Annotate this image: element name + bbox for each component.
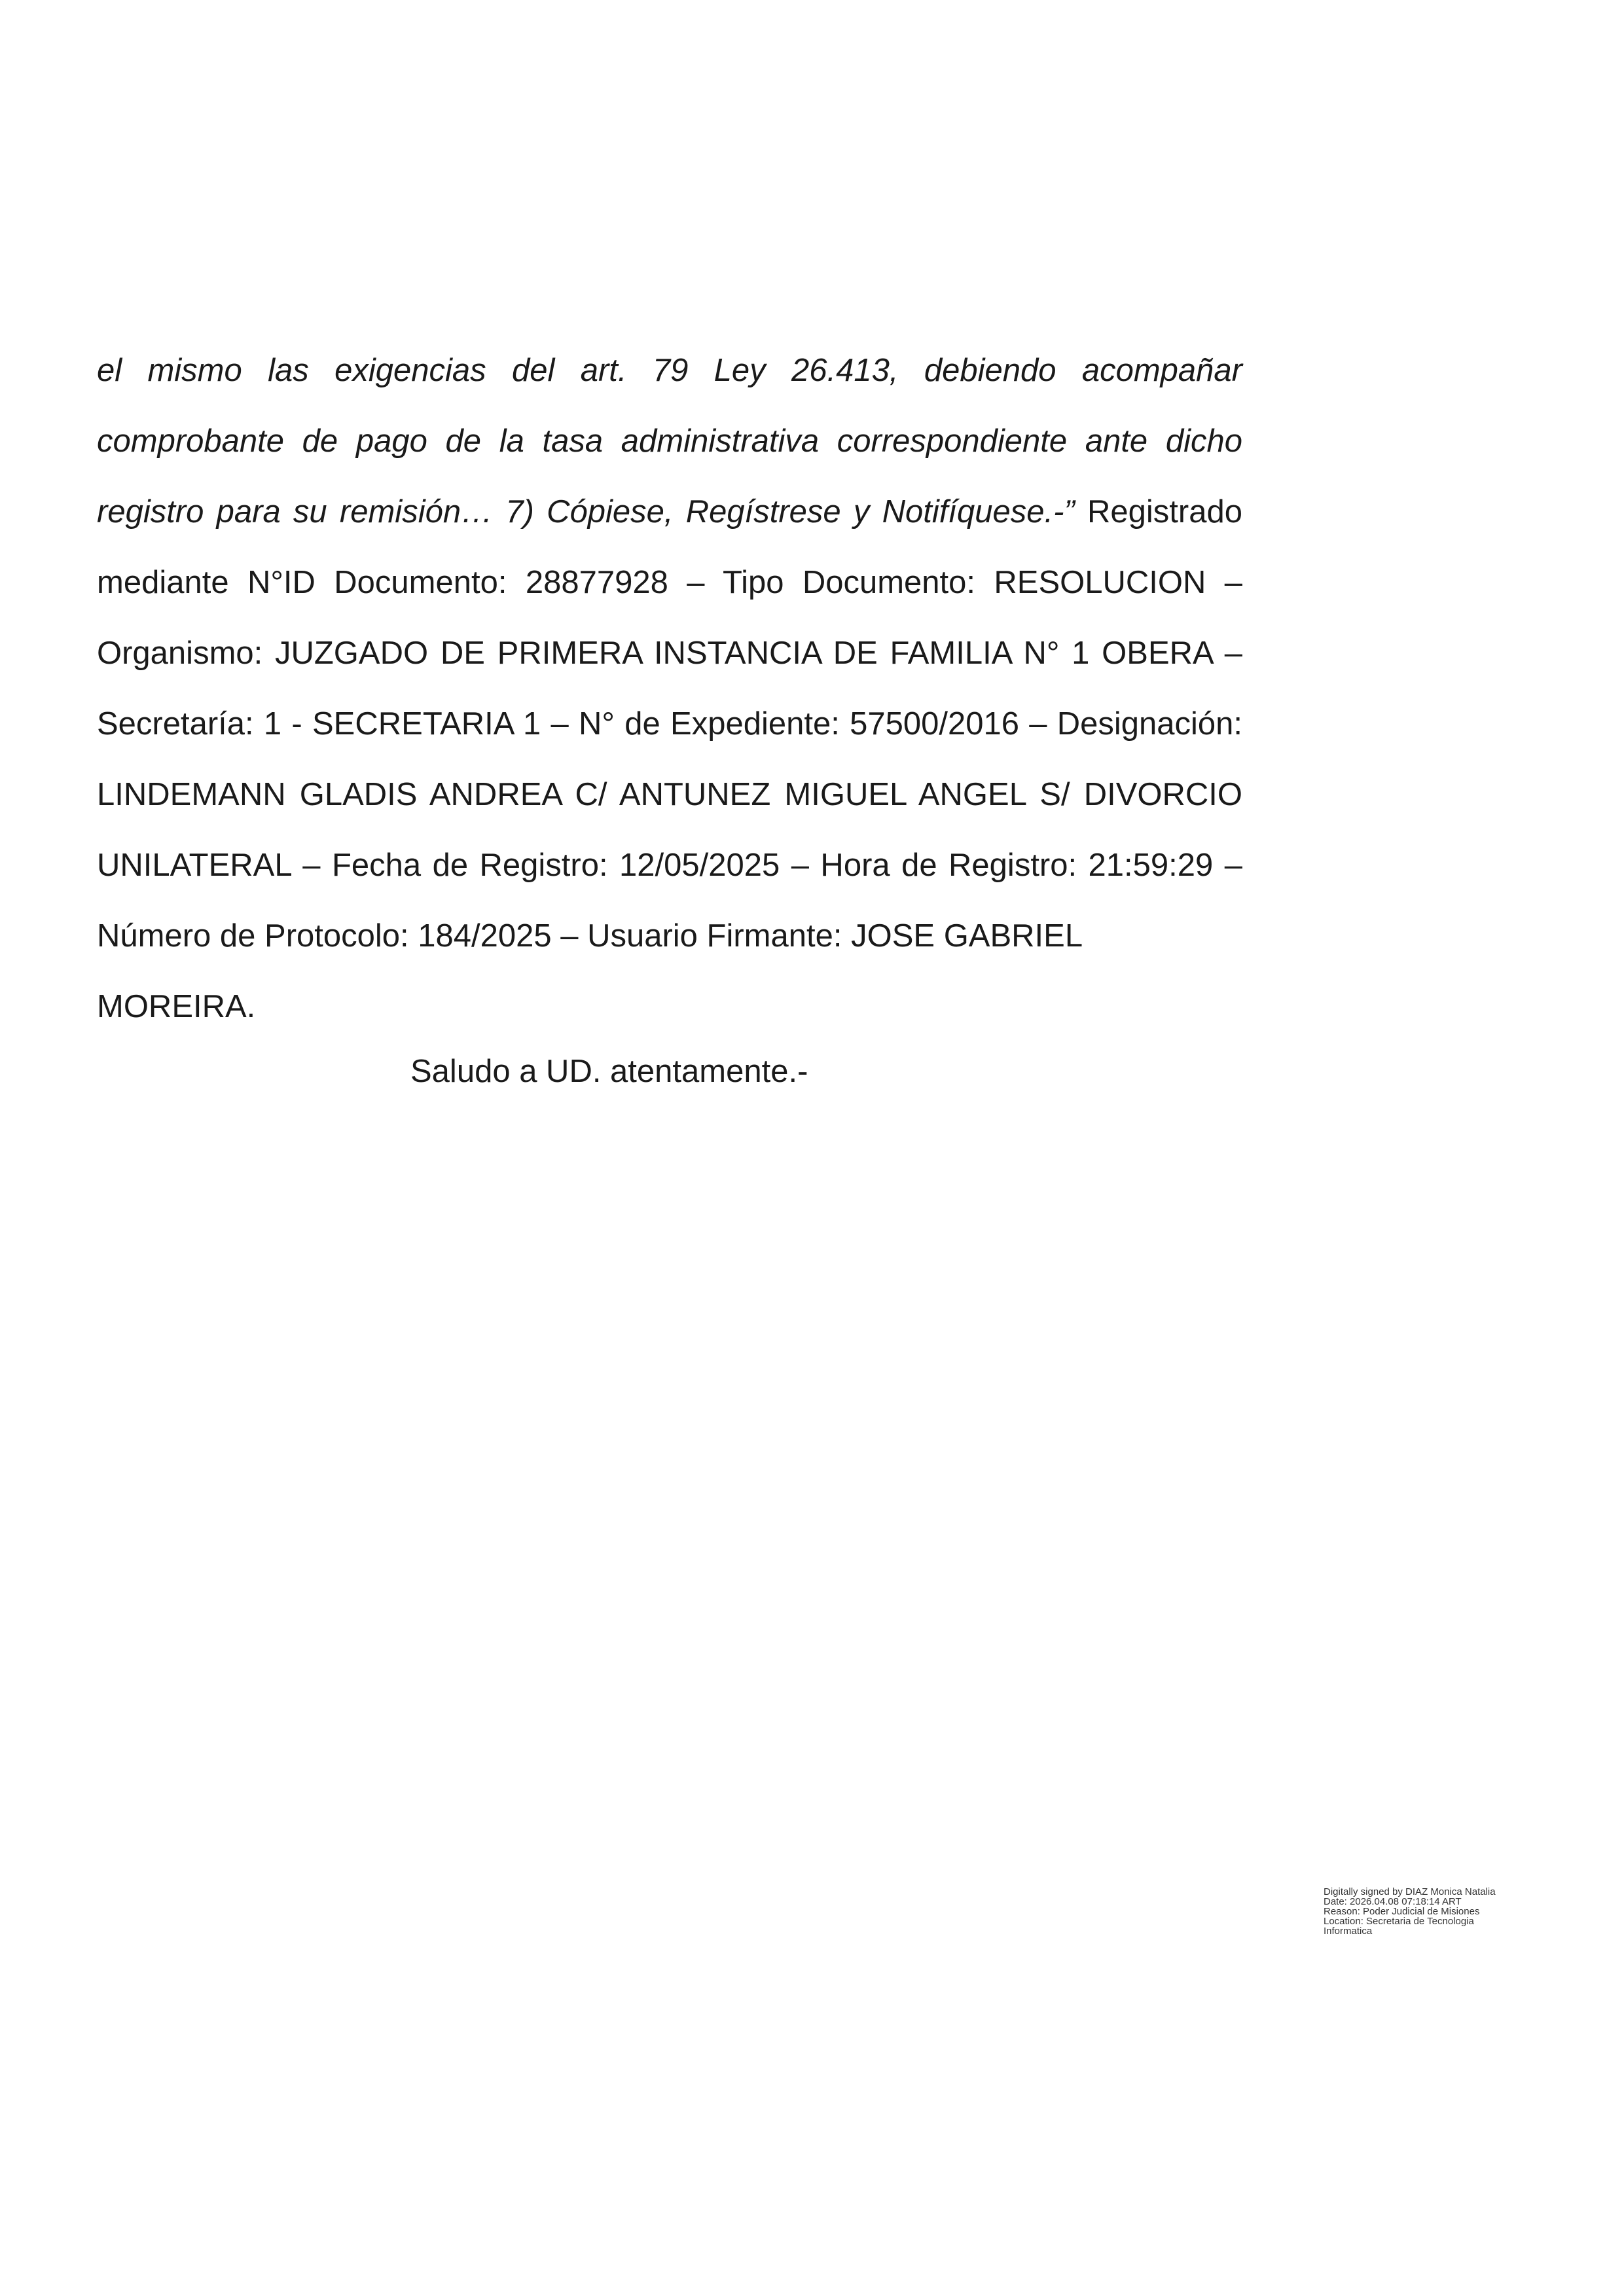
signature-location-continued: Informatica (1324, 1926, 1373, 1937)
signature-location: Location: Secretaria de Tecnologia (1324, 1916, 1474, 1927)
signature-date: Date: 2026.04.08 07:18:14 ART (1324, 1896, 1462, 1907)
quoted-resolution-text: el mismo las exigencias del art. 79 Ley 26.413, debiendo acompañar comprobante de pago de la tasa administrativa correspondiente ante dicho registro para su remisión… 7) Cópiese, Regístrese y Notifíquese.-” (97, 353, 1242, 529)
closing-salutation: Saludo a UD. atentamente.- (410, 1054, 808, 1089)
signature-signed-by: Digitally signed by DIAZ Monica Natalia (1324, 1886, 1496, 1897)
signature-reason: Reason: Poder Judicial de Misiones (1324, 1906, 1480, 1917)
document-body-paragraph (97, 335, 1242, 1042)
digital-signature-block (1324, 1887, 1546, 1936)
registration-details-text: Registrado mediante N°ID Documento: 28877928 – Tipo Documento: RESOLUCION – Organismo: JUZGADO DE PRIMERA INSTANCIA DE FAMILIA N° 1 OBERA – Secretaría: 1 - SECRETARIA 1 – N° de Expediente: 57500/2016 – Designación: LINDEMANN GLADIS ANDREA C/ ANTUNEZ MIGUEL ANGEL S/ DIVORCIO UNILATERAL – Fecha de Registro: 12/05/2025 – Hora de Registro: 21:59:29 – Número de Protocolo: 184/2025 – Usuario Firmante: JOSE GABRIEL (97, 494, 1242, 954)
registration-details-last-line: MOREIRA. (97, 989, 256, 1024)
